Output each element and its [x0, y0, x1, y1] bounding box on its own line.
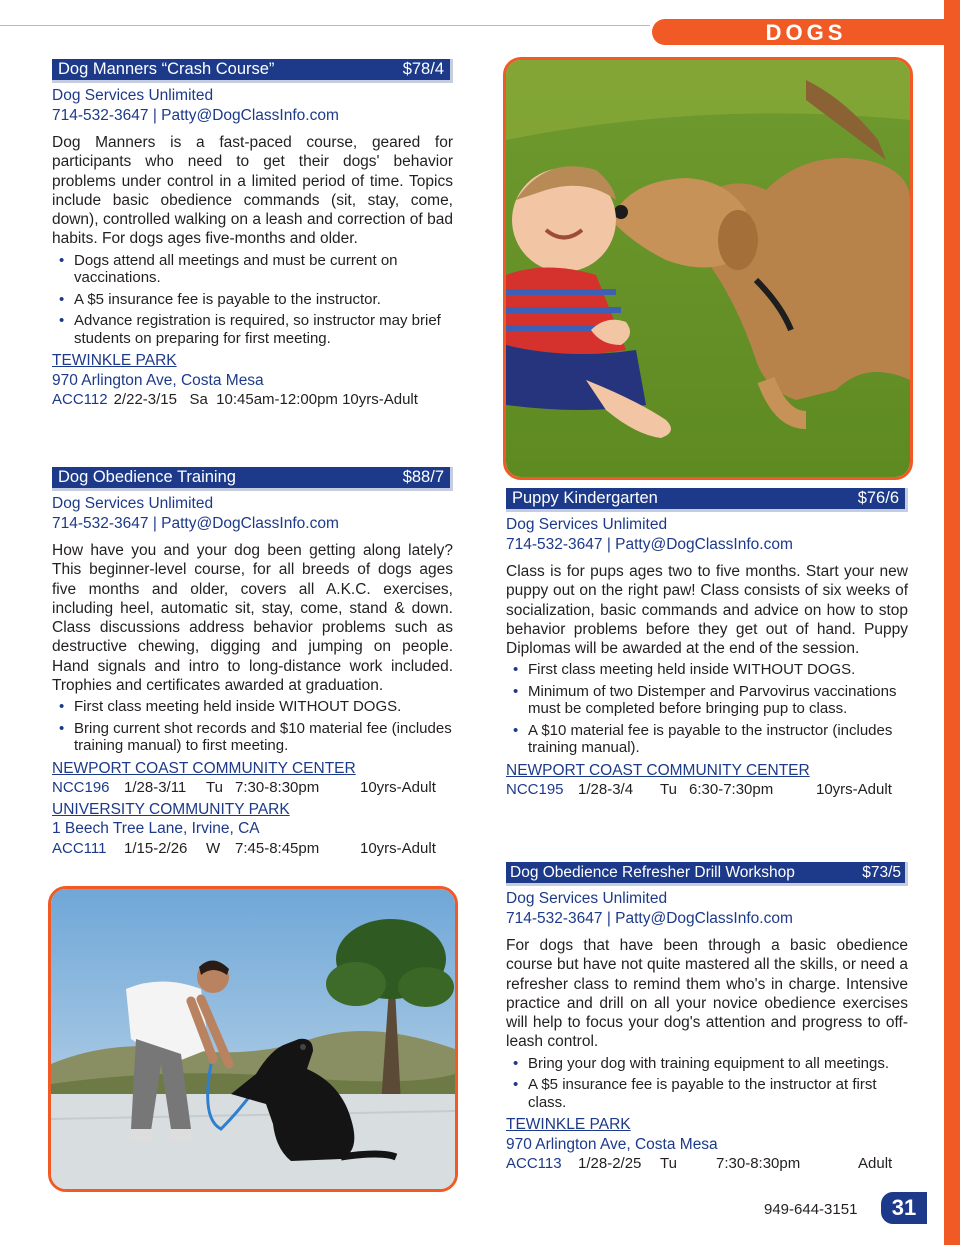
- location-name[interactable]: NEWPORT COAST COMMUNITY CENTER: [506, 761, 810, 779]
- schedule-time: 6:30-7:30pm: [689, 781, 774, 799]
- top-rule: [0, 25, 650, 26]
- course-header: [506, 488, 908, 512]
- course-code[interactable]: NCC196: [52, 779, 110, 797]
- provider: Dog Services Unlimited: [506, 516, 668, 533]
- photo-man-training-dog-image: [51, 889, 455, 1189]
- schedule-row: [52, 778, 453, 798]
- list-item: • Bring your dog with training equipment to all meetings.: [528, 1055, 908, 1073]
- contact-info[interactable]: 714-532-3647 | Patty@DogClassInfo.com: [52, 514, 339, 532]
- schedule-dates: 1/28-2/25: [578, 1155, 642, 1173]
- location-address: 1 Beech Tree Lane, Irvine, CA: [52, 820, 260, 838]
- course-title: Puppy Kindergarten: [512, 489, 658, 507]
- provider: Dog Services Unlimited: [506, 890, 668, 907]
- course-title: Dog Obedience Training: [58, 468, 236, 486]
- location-address: 970 Arlington Ave, Costa Mesa: [52, 371, 264, 389]
- course-header: [52, 467, 453, 491]
- contact-info[interactable]: 714-532-3647 | Patty@DogClassInfo.com: [506, 535, 793, 553]
- course-puppy-kindergarten: [506, 488, 908, 800]
- schedule-dates: 1/28-3/4: [578, 781, 634, 799]
- schedule-ages: 10yrs-Adult: [816, 781, 892, 799]
- schedule-day: W: [206, 839, 221, 857]
- list-item: • First class meeting held inside WITHOUT DOGS.: [74, 698, 453, 716]
- section-tab: DOGS: [652, 19, 960, 45]
- course-price: $78/4: [402, 60, 444, 78]
- course-header: [52, 59, 453, 83]
- provider: Dog Services Unlimited: [52, 87, 214, 104]
- list-item: • A $5 insurance fee is payable to the instructor.: [74, 291, 453, 309]
- schedule-text: 2/22-3/15 Sa 10:45am-12:00pm 10yrs-Adult: [113, 391, 418, 409]
- schedule-row: [506, 1154, 908, 1174]
- photo-baby-and-dog-image: [506, 60, 910, 477]
- photo-baby-and-dog: [503, 57, 913, 480]
- location-name[interactable]: TEWINKLE PARK: [506, 1116, 631, 1134]
- schedule-day: Tu: [660, 781, 677, 799]
- location-name[interactable]: UNIVERSITY COMMUNITY PARK: [52, 800, 290, 818]
- schedule-time: 7:45-8:45pm: [235, 839, 320, 857]
- schedule-row: [52, 839, 453, 859]
- bullet-list: [506, 1055, 908, 1112]
- page-number: 31: [881, 1192, 927, 1224]
- course-dog-manners: [52, 59, 453, 410]
- course-price: $88/7: [402, 468, 444, 486]
- course-code[interactable]: ACC111: [52, 839, 107, 857]
- location-address: 970 Arlington Ave, Costa Mesa: [506, 1135, 718, 1153]
- schedule-row: [506, 780, 908, 800]
- course-code[interactable]: ACC112: [52, 391, 108, 409]
- schedule-dates: 1/15-2/26: [124, 839, 188, 857]
- location-name[interactable]: NEWPORT COAST COMMUNITY CENTER: [52, 759, 356, 777]
- schedule-row: [52, 390, 453, 410]
- course-description: Class is for pups ages two to five months. Start your new puppy out on the right paw! Class consists of six weeks of socialization, basic commands and advice on how to stop behavior problems before they get out of hand. Puppy Diplomas will be awarded at the end of the session.: [506, 563, 908, 658]
- schedule-ages: Adult: [858, 1155, 893, 1173]
- course-price: $76/6: [857, 489, 899, 507]
- side-accent-bar: [944, 0, 960, 1245]
- schedule-time: 7:30-8:30pm: [716, 1155, 801, 1173]
- course-code[interactable]: ACC113: [506, 1155, 562, 1173]
- contact-info[interactable]: 714-532-3647 | Patty@DogClassInfo.com: [506, 909, 793, 927]
- course-title: Dog Manners “Crash Course”: [58, 60, 275, 78]
- list-item: • A $10 material fee is payable to the instructor (includes training manual).: [528, 722, 908, 757]
- course-obedience-refresher: [506, 862, 908, 1174]
- course-title: Dog Obedience Refresher Drill Workshop: [510, 864, 795, 881]
- course-description: Dog Manners is a fast-paced course, geared for participants who need to get their dogs' behavior problems under control in a limited period of time. Topics include basic obedience commands (sit, stay, come, down), controlled walking on a leash and correction of bad habits. For dogs ages five-months and older.: [52, 134, 453, 248]
- footer-phone: 949-644-3151: [764, 1201, 858, 1218]
- course-price: $73/5: [862, 864, 901, 881]
- list-item: • A $5 insurance fee is payable to the instructor at first class.: [528, 1076, 908, 1111]
- location-name[interactable]: TEWINKLE PARK: [52, 352, 177, 370]
- bullet-list: [52, 698, 453, 755]
- course-dog-obedience: [52, 467, 453, 858]
- schedule-ages: 10yrs-Adult: [360, 779, 436, 797]
- provider: Dog Services Unlimited: [52, 495, 214, 512]
- schedule-ages: 10yrs-Adult: [360, 839, 436, 857]
- course-description: How have you and your dog been getting along lately? This beginner-level course, for all breeds of dogs ages five months and older, covers all A.K.C. exercises, including heel, automatic sit, stay, come, stand & down. Class discussions address behavior problems such as destructive chewing, digging and jumping on people. Hand signals and intro to long-distance work included. Trophies and certificates awarded at graduation.: [52, 542, 453, 695]
- list-item: • Dogs attend all meetings and must be current on vaccinations.: [74, 252, 453, 287]
- bullet-list: [52, 252, 453, 348]
- list-item: • Minimum of two Distemper and Parvovirus vaccinations must be completed before bringing pup to class.: [528, 683, 908, 718]
- contact-info[interactable]: 714-532-3647 | Patty@DogClassInfo.com: [52, 106, 339, 124]
- bullet-list: [506, 661, 908, 757]
- schedule-day: Tu: [660, 1155, 677, 1173]
- list-item: • First class meeting held inside WITHOUT DOGS.: [528, 661, 908, 679]
- course-code[interactable]: NCC195: [506, 781, 564, 799]
- schedule-day: Tu: [206, 779, 223, 797]
- schedule-time: 7:30-8:30pm: [235, 779, 320, 797]
- photo-man-training-dog: [48, 886, 458, 1192]
- list-item: • Advance registration is required, so instructor may brief students on preparing for first meeting.: [74, 312, 453, 347]
- schedule-dates: 1/28-3/11: [124, 779, 187, 797]
- course-header: [506, 862, 908, 886]
- course-description: For dogs that have been through a basic obedience course but have not quite mastered all the skills, or need a refresher class to remind them who's in charge. Intensive practice and drill on all your novice obedience exercises will help to focus your dog's attention and progress to off-leash control.: [506, 937, 908, 1051]
- list-item: • Bring current shot records and $10 material fee (includes training manual) to first meeting.: [74, 720, 453, 755]
